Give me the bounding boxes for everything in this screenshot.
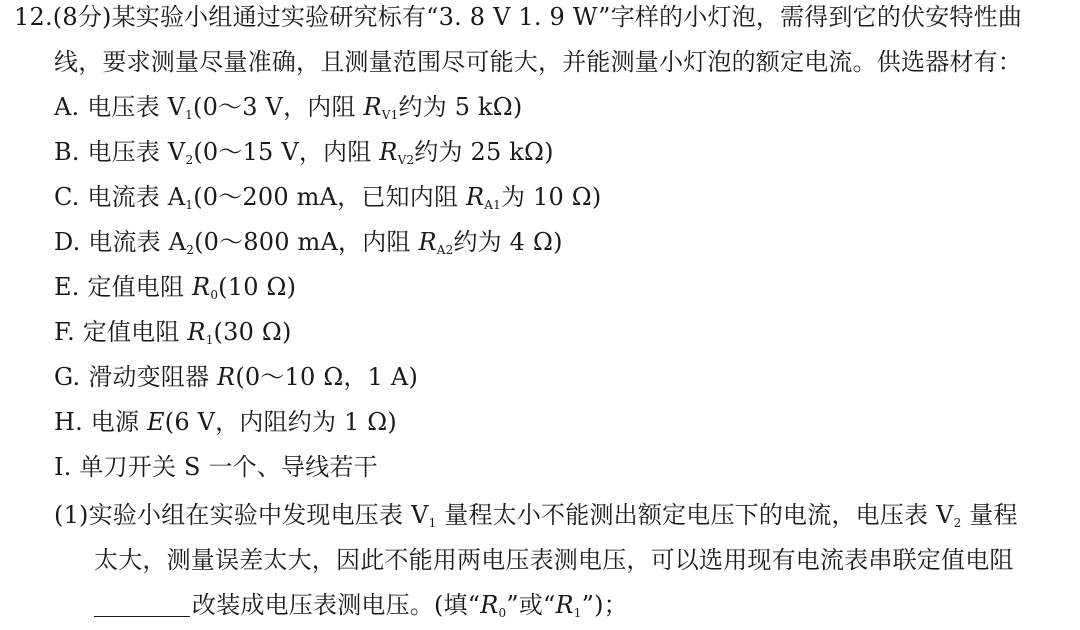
symbol: R bbox=[480, 591, 499, 619]
option-label: E. bbox=[54, 273, 80, 301]
option-text: 单刀开关 S 一个、导线若干 bbox=[71, 453, 378, 481]
part1-line-3 bbox=[94, 590, 628, 620]
option-text: 电流表 A bbox=[80, 228, 187, 256]
part1-text: 实验小组在实验中发现电压表 V bbox=[88, 501, 429, 529]
subscript: V2 bbox=[397, 153, 415, 167]
option-text: 约为 4 Ω) bbox=[453, 228, 563, 256]
question-stem-text-2: 线，要求测量尽量准确，且测量范围尽可能大，并能测量小灯泡的额定电流。供选器材有： bbox=[54, 48, 1022, 76]
subscript: 1 bbox=[185, 108, 194, 122]
option-text: 电压表 V bbox=[79, 138, 186, 166]
option-text: 约为 25 kΩ) bbox=[414, 138, 554, 166]
option-e bbox=[54, 272, 296, 302]
subscript: 1 bbox=[185, 198, 194, 212]
subscript: 0 bbox=[498, 606, 507, 620]
option-text: 滑动变阻器 bbox=[80, 363, 218, 391]
option-g bbox=[54, 362, 418, 392]
option-text: 电源 bbox=[82, 408, 148, 436]
subscript: A2 bbox=[436, 243, 454, 257]
part1-text: 量程太小不能测出额定电压下的电流，电压表 V bbox=[436, 501, 954, 529]
option-h bbox=[54, 407, 397, 437]
subscript: 1 bbox=[573, 606, 582, 620]
option-a bbox=[54, 92, 522, 122]
symbol: R bbox=[187, 318, 206, 346]
option-text: (30 Ω) bbox=[213, 318, 292, 346]
option-label: F. bbox=[54, 318, 75, 346]
subscript: 2 bbox=[185, 153, 194, 167]
part1-line-1 bbox=[54, 500, 1018, 530]
question-stem-text-1: 某实验小组通过实验研究标有“3. 8 V 1. 9 W”字样的小灯泡，需得到它的伏安特性曲 bbox=[111, 3, 1023, 31]
subscript: 1 bbox=[205, 333, 214, 347]
option-d bbox=[54, 227, 563, 257]
option-i bbox=[54, 452, 378, 482]
answer-blank[interactable] bbox=[94, 594, 190, 617]
question-stem-line-2 bbox=[54, 47, 1022, 77]
option-label: C. bbox=[54, 183, 80, 211]
option-text: 定值电阻 bbox=[79, 273, 193, 301]
symbol: R bbox=[192, 273, 211, 301]
option-text: (10 Ω) bbox=[218, 273, 297, 301]
symbol: R bbox=[217, 363, 236, 391]
symbol: R bbox=[465, 183, 485, 211]
option-text: (0～200 mA，已知内阻 bbox=[193, 183, 466, 211]
part1-text: 量程 bbox=[961, 501, 1018, 529]
option-label: D. bbox=[54, 228, 81, 256]
part1-text: ”或“ bbox=[506, 591, 556, 619]
part1-line-2 bbox=[94, 545, 1014, 575]
option-text: 电压表 V bbox=[79, 93, 186, 121]
option-text: (0～800 mA，内阻 bbox=[194, 228, 419, 256]
option-f bbox=[54, 317, 292, 347]
symbol: R bbox=[363, 93, 382, 121]
option-b bbox=[54, 137, 554, 167]
subscript: A1 bbox=[484, 198, 501, 212]
question-score: (8分) bbox=[52, 3, 112, 31]
question-stem-line-1 bbox=[14, 2, 1022, 32]
option-text: 定值电阻 bbox=[74, 318, 188, 346]
part1-text: 改装成电压表测电压。(填“ bbox=[192, 591, 481, 619]
part1-text: ”)； bbox=[581, 591, 628, 619]
option-text: (0～10 Ω，1 A) bbox=[235, 363, 419, 391]
option-c bbox=[54, 182, 601, 212]
option-text: (0～15 V，内阻 bbox=[193, 138, 380, 166]
option-label: B. bbox=[54, 138, 80, 166]
option-label: A. bbox=[54, 93, 80, 121]
option-label: H. bbox=[54, 408, 83, 436]
option-text: 为 10 Ω) bbox=[500, 183, 602, 211]
subscript: 2 bbox=[186, 243, 195, 257]
subscript: 1 bbox=[428, 516, 437, 530]
symbol: R bbox=[379, 138, 398, 166]
option-text: (6 V，内阻约为 1 Ω) bbox=[164, 408, 397, 436]
option-text: 电流表 A bbox=[79, 183, 186, 211]
symbol: R bbox=[555, 591, 574, 619]
subscript: 2 bbox=[953, 516, 962, 530]
part1-text: 太大，测量误差太大，因此不能用两电压表测电压，可以选用现有电流表串联定值电阻 bbox=[94, 546, 1014, 574]
option-text: 约为 5 kΩ) bbox=[398, 93, 523, 121]
question-number: 12. bbox=[14, 3, 53, 31]
option-label: I. bbox=[54, 453, 72, 481]
option-text: (0～3 V，内阻 bbox=[193, 93, 364, 121]
symbol: E bbox=[147, 408, 165, 436]
part1-label: (1) bbox=[54, 501, 89, 529]
option-label: G. bbox=[54, 363, 81, 391]
subscript: V1 bbox=[381, 108, 399, 122]
symbol: R bbox=[418, 228, 437, 256]
subscript: 0 bbox=[210, 288, 219, 302]
